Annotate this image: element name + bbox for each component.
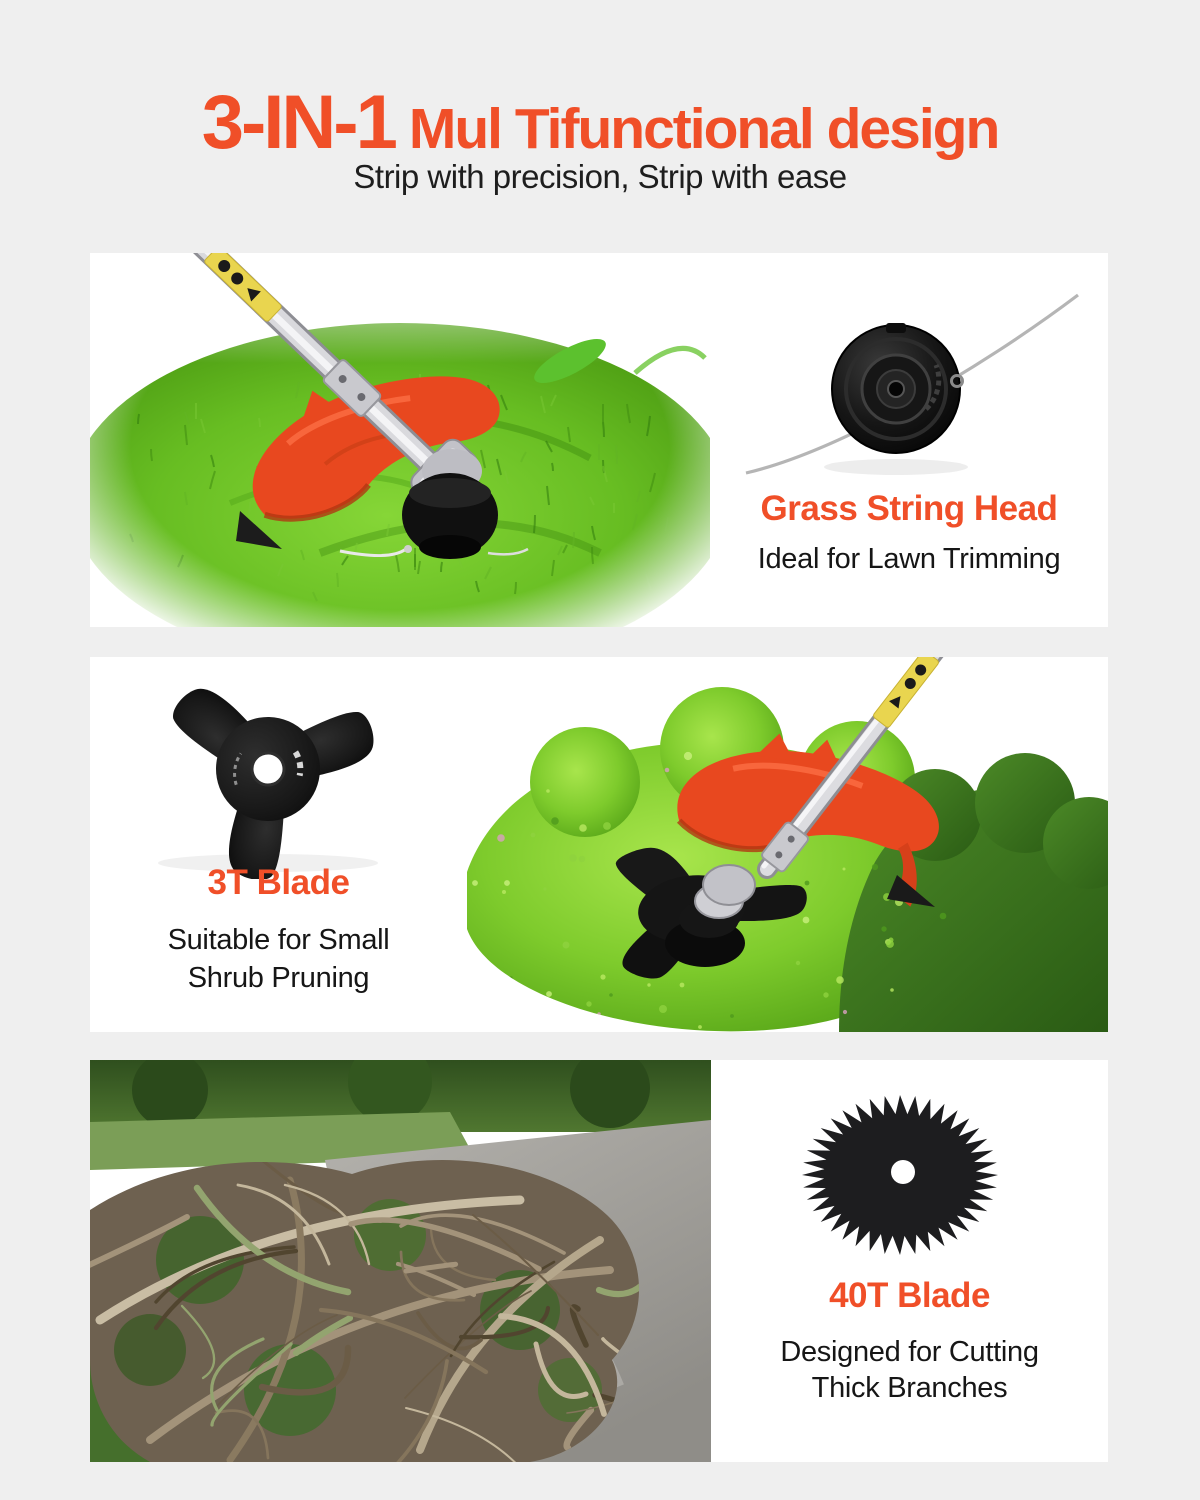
title-rest: Mul Tifunctional design (408, 97, 999, 162)
trimmer-shrub-photo (467, 657, 1108, 1032)
branches-photo (90, 1060, 711, 1462)
40t-saw-blade-icon (711, 1074, 1108, 1274)
section-description: Ideal for Lawn Trimming (757, 543, 1061, 575)
section-heading: 3T Blade (207, 863, 350, 902)
string-head-spool-icon (710, 281, 1108, 491)
section-description: Suitable for Small Shrub Pruning (167, 924, 390, 994)
section-heading: 40T Blade (829, 1276, 990, 1315)
section-40t-blade (90, 1060, 1108, 1462)
section-description: Designed for Cutting Thick Branches (780, 1336, 1039, 1404)
grass-string-head-panel (710, 253, 1108, 627)
section-heading: Grass String Head (760, 489, 1058, 528)
3t-blade-panel (90, 657, 467, 1032)
section-grass-string-head (90, 253, 1108, 627)
3t-blade-icon (90, 657, 467, 879)
40t-blade-panel (711, 1060, 1108, 1462)
page-title (0, 80, 1200, 166)
title-highlight: 3-IN-1 (201, 80, 395, 166)
page-subtitle: Strip with precision, Strip with ease (353, 158, 847, 195)
section-3t-blade (90, 657, 1108, 1032)
trimmer-grass-photo (90, 253, 710, 627)
